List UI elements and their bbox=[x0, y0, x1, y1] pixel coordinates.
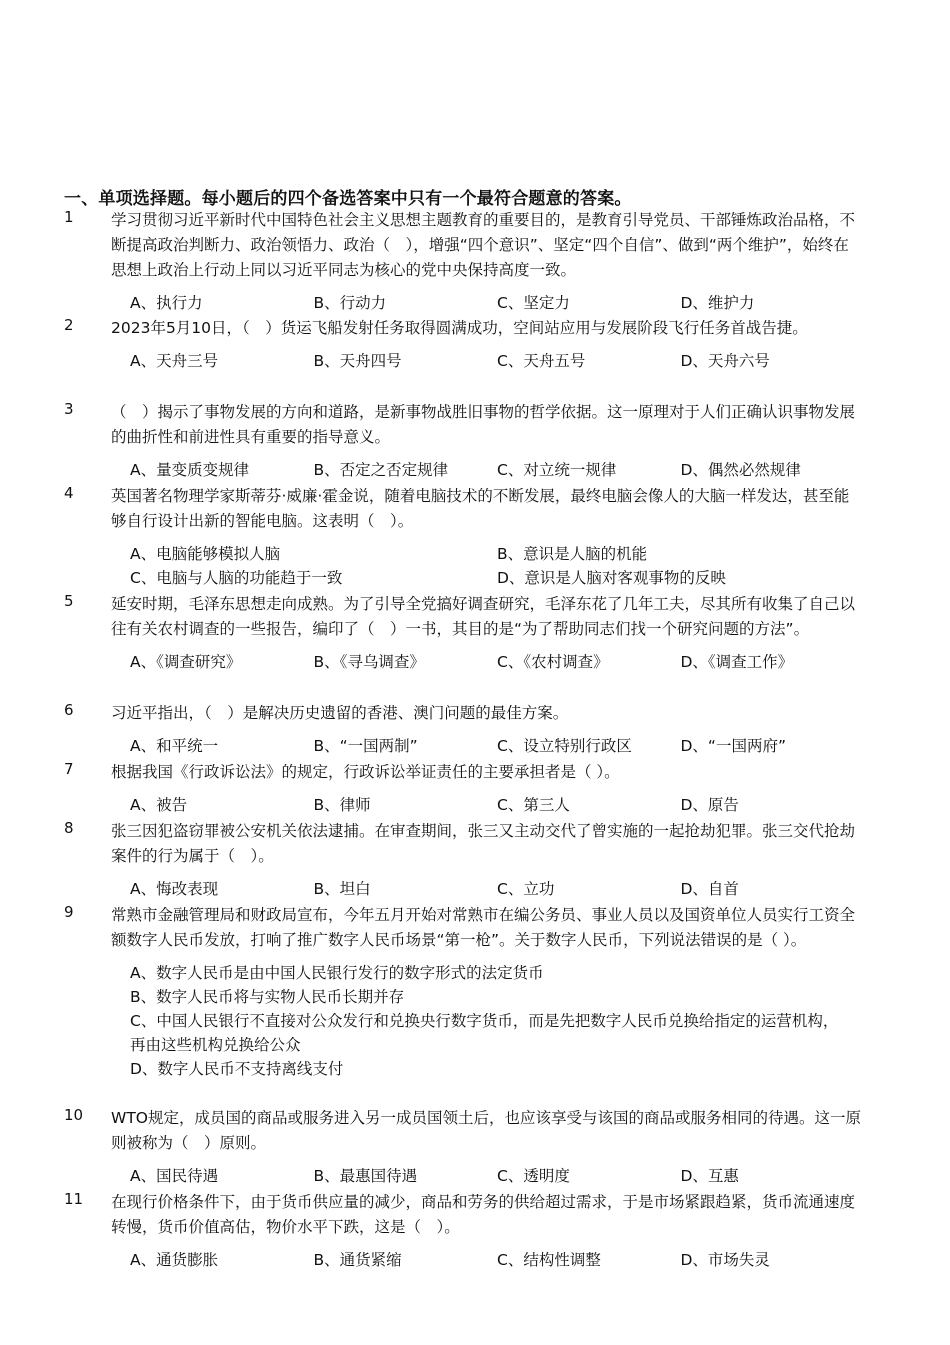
question-stem: 常熟市金融管理局和财政局宣布，今年五月开始对常熟市在编公务员、事业人员以及国资单位人员实行工资全额数字人民币发放，打响了推广数字人民币场景“第一枪”。关于数字人民币，下列说法错误的是（ ）。 bbox=[111, 906, 856, 949]
question-6 bbox=[64, 701, 864, 758]
option-c[interactable]: C、立功 bbox=[497, 880, 555, 898]
option-b[interactable]: B、意识是人脑的机能 bbox=[497, 545, 648, 563]
question-number: 1 bbox=[64, 208, 74, 226]
option-d[interactable]: D、“一国两府” bbox=[680, 737, 786, 755]
option-a[interactable]: A、量变质变规律 bbox=[130, 461, 250, 479]
option-a[interactable]: A、和平统一 bbox=[130, 737, 219, 755]
options bbox=[130, 542, 864, 590]
question-10 bbox=[64, 1106, 864, 1188]
question-stem: 2023年5月10日，（ ）货运飞船发射任务取得圆满成功，空间站应用与发展阶段飞行任务首战告捷。 bbox=[111, 319, 808, 337]
option-c[interactable]: C、坚定力 bbox=[497, 294, 570, 312]
option-d[interactable]: D、数字人民币不支持离线支付 bbox=[130, 1060, 344, 1078]
question-stem: 根据我国《行政诉讼法》的规定，行政诉讼举证责任的主要承担者是（ ）。 bbox=[111, 763, 620, 781]
option-c[interactable]: C、第三人 bbox=[497, 796, 570, 814]
options bbox=[130, 961, 864, 1081]
option-d[interactable]: D、原告 bbox=[680, 796, 739, 814]
question-7 bbox=[64, 760, 864, 817]
option-b[interactable]: B、坦白 bbox=[313, 880, 371, 898]
question-stem: 张三因犯盗窃罪被公安机关依法逮捕。在审查期间，张三又主动交代了曾实施的一起抢劫犯罪。张三交代抢劫案件的行为属于（ ）。 bbox=[111, 822, 856, 865]
option-c[interactable]: C、结构性调整 bbox=[497, 1251, 601, 1269]
question-stem: （ ）揭示了事物发展的方向和道路，是新事物战胜旧事物的哲学依据。这一原理对于人们正确认识事物发展的曲折性和前进性具有重要的指导意义。 bbox=[111, 403, 856, 446]
question-stem: 习近平指出，（ ）是解决历史遗留的香港、澳门问题的最佳方案。 bbox=[111, 704, 569, 722]
option-c[interactable]: C、《农村调查》 bbox=[497, 653, 609, 671]
question-number: 4 bbox=[64, 484, 74, 502]
option-b[interactable]: B、行动力 bbox=[313, 294, 387, 312]
option-a[interactable]: A、电脑能够模拟人脑 bbox=[130, 545, 281, 563]
options bbox=[130, 793, 864, 817]
options bbox=[130, 458, 864, 482]
question-stem: WTO规定，成员国的商品或服务进入另一成员国领土后，也应该享受与该国的商品或服务相同的待遇。这一原则被称为（ ）原则。 bbox=[111, 1109, 861, 1152]
option-b[interactable]: B、否定之否定规律 bbox=[313, 461, 449, 479]
options bbox=[130, 734, 864, 758]
question-stem: 在现行价格条件下，由于货币供应量的减少，商品和劳务的供给超过需求，于是市场紧跟趋紧，货币流通速度转慢，货币价值高估，物价水平下跌，这是（ ）。 bbox=[111, 1193, 856, 1236]
option-c[interactable]: C、电脑与人脑的功能趋于一致 bbox=[130, 569, 343, 587]
option-c[interactable]: C、透明度 bbox=[497, 1167, 570, 1185]
question-number: 10 bbox=[64, 1106, 84, 1124]
question-stem: 学习贯彻习近平新时代中国特色社会主义思想主题教育的重要目的，是教育引导党员、干部锤炼政治品格，不断提高政治判断力、政治领悟力、政治（ ），增强“四个意识”、坚定“四个自信”、做到“两个维护”，始终在思想上政治上行动上同以习近平同志为核心的党中央保持高度一致。 bbox=[111, 211, 856, 279]
option-a[interactable]: A、执行力 bbox=[130, 294, 203, 312]
question-2 bbox=[64, 316, 864, 373]
option-d[interactable]: D、维护力 bbox=[680, 294, 755, 312]
option-a[interactable]: A、被告 bbox=[130, 796, 188, 814]
option-a[interactable]: A、通货膨胀 bbox=[130, 1251, 219, 1269]
option-b[interactable]: B、律师 bbox=[313, 796, 371, 814]
question-number: 2 bbox=[64, 316, 74, 334]
question-3 bbox=[64, 400, 864, 482]
question-9 bbox=[64, 903, 864, 1081]
option-b[interactable]: B、“一国两制” bbox=[313, 737, 418, 755]
option-c[interactable]: C、设立特别行政区 bbox=[497, 737, 632, 755]
option-b[interactable]: B、最惠国待遇 bbox=[313, 1167, 418, 1185]
option-a[interactable]: A、悔改表现 bbox=[130, 880, 219, 898]
question-number: 9 bbox=[64, 903, 74, 921]
option-b[interactable]: B、通货紧缩 bbox=[313, 1251, 402, 1269]
option-b[interactable]: B、天舟四号 bbox=[313, 352, 402, 370]
question-8 bbox=[64, 819, 864, 901]
options bbox=[130, 291, 864, 315]
option-b[interactable]: B、数字人民币将与实物人民币长期并存 bbox=[130, 988, 405, 1006]
option-a[interactable]: A、国民待遇 bbox=[130, 1167, 219, 1185]
option-a[interactable]: A、数字人民币是由中国人民银行发行的数字形式的法定货币 bbox=[130, 964, 544, 982]
option-d[interactable]: D、市场失灵 bbox=[680, 1251, 770, 1269]
question-number: 3 bbox=[64, 400, 74, 418]
option-d[interactable]: D、《调查工作》 bbox=[680, 653, 794, 671]
question-number: 5 bbox=[64, 592, 74, 610]
option-d[interactable]: D、互惠 bbox=[680, 1167, 739, 1185]
option-d[interactable]: D、意识是人脑对客观事物的反映 bbox=[497, 569, 726, 587]
question-stem: 延安时期，毛泽东思想走向成熟。为了引导全党搞好调查研究，毛泽东花了几年工夫，尽其所有收集了自己以往有关农村调查的一些报告，编印了（ ）一书，其目的是“为了帮助同志们找一个研究问题的方法”。 bbox=[111, 595, 856, 638]
option-c[interactable]: C、天舟五号 bbox=[497, 352, 586, 370]
question-number: 6 bbox=[64, 701, 74, 719]
section-title: 一、单项选择题。每小题后的四个备选答案中只有一个最符合题意的答案。 bbox=[64, 189, 632, 209]
options bbox=[130, 349, 864, 373]
question-number: 8 bbox=[64, 819, 74, 837]
option-c[interactable]: C、对立统一规律 bbox=[497, 461, 617, 479]
options bbox=[130, 650, 864, 674]
question-11 bbox=[64, 1190, 864, 1272]
question-1 bbox=[64, 208, 864, 315]
option-c[interactable]: C、中国人民银行不直接对公众发行和兑换央行数字货币，而是先把数字人民币兑换给指定的运营机构，再由这些机构兑换给公众 bbox=[130, 1012, 839, 1054]
options bbox=[130, 1248, 864, 1272]
options bbox=[130, 1164, 864, 1188]
question-number: 7 bbox=[64, 760, 74, 778]
option-a[interactable]: A、天舟三号 bbox=[130, 352, 219, 370]
question-number: 11 bbox=[64, 1190, 84, 1208]
option-a[interactable]: A、《调查研究》 bbox=[130, 653, 242, 671]
question-5 bbox=[64, 592, 864, 674]
option-d[interactable]: D、天舟六号 bbox=[680, 352, 770, 370]
option-d[interactable]: D、自首 bbox=[680, 880, 739, 898]
question-4 bbox=[64, 484, 864, 590]
options bbox=[130, 877, 864, 901]
question-stem: 英国著名物理学家斯蒂芬·威廉·霍金说，随着电脑技术的不断发展，最终电脑会像人的大脑一样发达，甚至能够自行设计出新的智能电脑。这表明（ ）。 bbox=[111, 487, 850, 530]
option-b[interactable]: B、《寻乌调查》 bbox=[313, 653, 425, 671]
option-d[interactable]: D、偶然必然规律 bbox=[680, 461, 801, 479]
